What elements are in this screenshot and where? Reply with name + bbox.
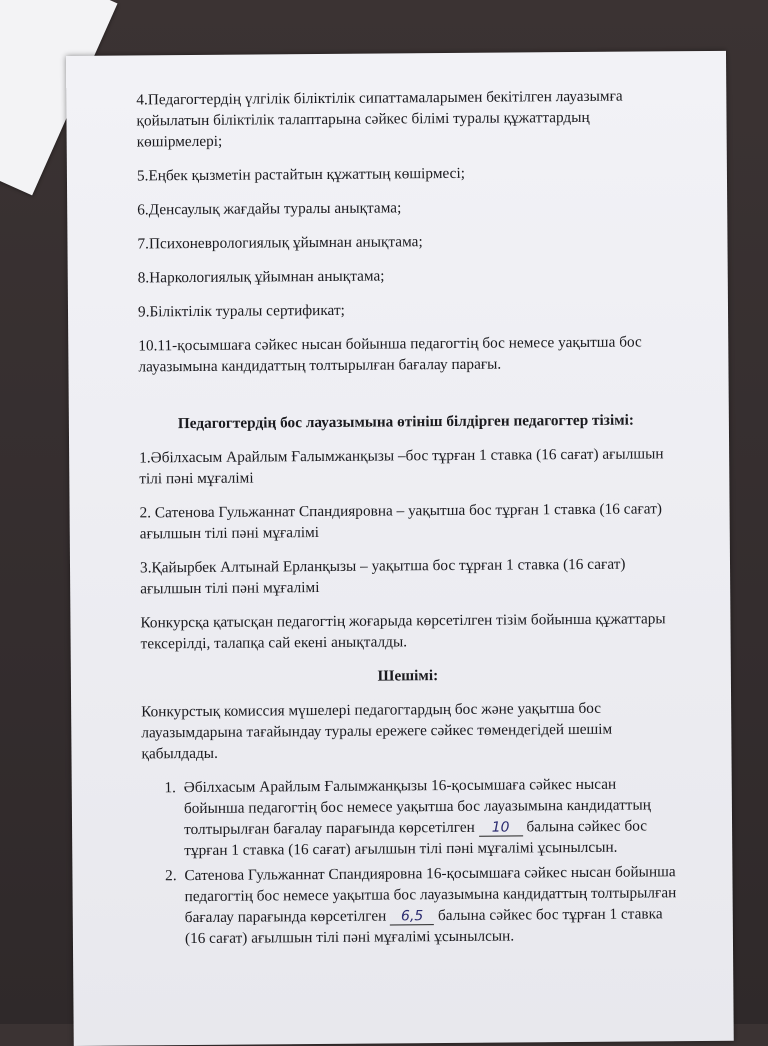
document-page [66,51,734,1046]
decision-text-start: Әбілхасым Арайлым Ғалымжанқызы 16-қосымшаға сәйкес нысан бойынша педагогтің бос немесе уақытша бос лауазымына кандидаттың толтырылған бағалау парағында көрсетілген [183,775,651,839]
requirement-item: 9.Біліктілік туралы сертификат; [137,301,345,321]
decision-item [180,773,677,861]
applicant-item: 1.Әбілхасым Арайлым Ғалымжанқызы –бос тұрған 1 ставка (16 сағат) ағылшын тілі пәні мұғалімі [139,445,664,488]
decision-intro: Конкурстық комиссия мүшелері педагогтардың бос және уақытша бос лауазымдарына тағайындау туралы ережеге сәйкес төмендегідей шешім қабылдады. [141,699,613,763]
document-text [136,85,677,953]
decision-list [142,773,677,949]
requirement-item: 10.11-қосымшаға сәйкес нысан бойынша педагогтің бос немесе уақытша бос лауазымына кандидаттың толтырылған бағалау парағы. [138,333,642,376]
requirement-item: 8.Наркологиялық ұйымнан анықтама; [137,267,385,287]
requirement-item: 4.Педагогтердің үлгілік біліктілік сипаттамаларымен бекітілген лауазымға қойылатын біліктілік талаптарына сәйкес білімі туралы құжаттардың көшірмелері; [136,87,623,151]
handwritten-score: 6,5 [390,909,434,925]
documents-check-note: Конкурсқа қатысқан педагогтің жоғарыда көрсетілген тізім бойынша құжаттары тексерілді, талапқа сай екені анықталды. [140,610,666,653]
handwritten-score: 10 [479,820,523,836]
decision-heading: Шешімі: [377,667,439,685]
decision-text-end: балына сәйкес бос тұрған 1 ставка (16 сағат) ағылшын тілі пәні мұғалімі ұсынылсын. [184,905,663,948]
applicants-heading: Педагогтердің бос лауазымына өтініш білдірген педагогтер тізімі: [177,411,635,433]
decision-text-start: Сатенова Гульжаннат Спандиярoвна 16-қосымшаға сәйкес нысан бойынша педагогтің бос немесе уақытша бос лауазымына кандидаттың толтырылған бағалау парағында көрсетілген [184,863,677,927]
requirement-item: 6.Денсаулық жағдайы туралы анықтама; [137,199,402,219]
applicant-item: 2. Сатенова Гульжаннат Спандияровна – уақытша бос тұрған 1 ставка (16 сағат) ағылшын тілі пәні мұғалімі [139,500,663,543]
decision-item [180,861,677,949]
requirement-item: 5.Еңбек қызметін растайтын құжаттың көшірмесі; [136,164,466,185]
applicant-item: 3.Қайырбек Алтынай Ерланқызы – уақытша бос тұрған 1 ставка (16 сағат) ағылшын тілі пәні мұғалімі [139,555,626,598]
requirement-item: 7.Психоневрологиялық ұйымнан анықтама; [137,233,423,253]
decision-text-end: балына сәйкес бос тұрған 1 ставка (16 сағат) ағылшын тілі пәні мұғалімі ұсынылсын. [184,817,648,860]
